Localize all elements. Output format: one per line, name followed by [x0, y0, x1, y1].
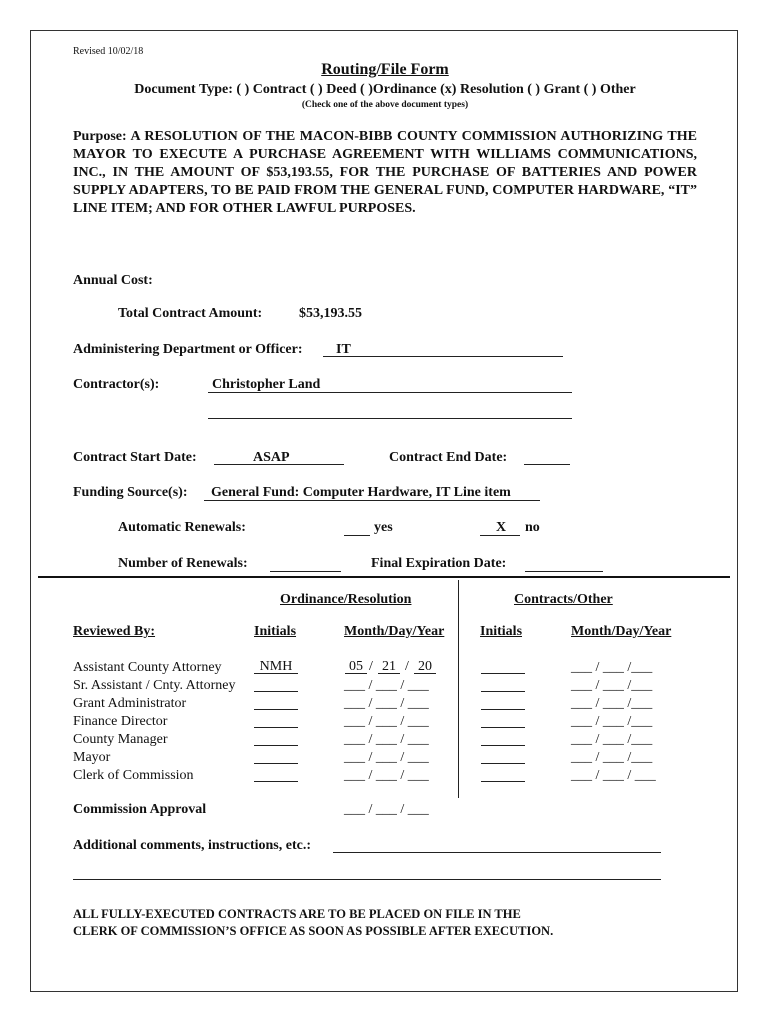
footer-line-2: CLERK OF COMMISSION’S OFFICE AS SOON AS POSSIBLE AFTER EXECUTION. — [73, 924, 554, 938]
commission-approval-label: Commission Approval — [73, 802, 207, 817]
total-contract-label: Total Contract Amount: — [118, 306, 263, 321]
reviewer-name: Mayor — [73, 750, 111, 765]
contracts-initials-field[interactable] — [481, 781, 525, 782]
reviewer-name: Sr. Assistant / Cnty. Attorney — [73, 678, 236, 693]
ordinance-initials-value: NMH — [259, 659, 293, 674]
no-mark: X — [496, 520, 507, 535]
ordinance-initials-field[interactable] — [254, 745, 298, 746]
administering-label: Administering Department or Officer: — [73, 342, 303, 357]
contracts-initials-field[interactable] — [481, 763, 525, 764]
form-title: Routing/File Form — [321, 61, 449, 78]
purpose-text: Purpose: A RESOLUTION OF THE MACON-BIBB COUNTY COMMISSION AUTHORIZING THE MAYOR TO EXECUTE A PURCHASE AGREEMENT WITH WILLIAMS COMMUNICATIONS, INC., IN THE AMOUNT OF $53,193.55, FOR THE PURCHASE OF BATTERIES AND POWER SUPPLY ADAPTERS, TO BE PAID FROM THE GENERAL FUND, COMPUTER HARDWARE, “IT” LINE ITEM; AND FOR OTHER LAWFUL PURPOSES. — [73, 129, 697, 216]
ordinance-initials-field[interactable] — [254, 691, 298, 692]
ordinance-initials-field[interactable] — [254, 781, 298, 782]
revised-date: Revised 10/02/18 — [73, 46, 144, 57]
contracts-group-header: Contracts/Other — [514, 592, 613, 607]
contracts-initials-field[interactable] — [481, 691, 525, 692]
contracts-date-header: Month/Day/Year — [571, 624, 672, 639]
ordinance-date-field[interactable]: ___ / ___ / ___ — [344, 732, 429, 747]
section-divider — [38, 576, 730, 578]
date-day: 21 — [382, 659, 396, 674]
automatic-renewals-label: Automatic Renewals: — [118, 520, 246, 535]
funding-value: General Fund: Computer Hardware, IT Line item — [211, 485, 511, 500]
final-expiration-label: Final Expiration Date: — [371, 556, 507, 571]
start-date-label: Contract Start Date: — [73, 450, 197, 465]
contracts-initials-header: Initials — [480, 624, 523, 639]
contracts-date-field[interactable]: ___ / ___ / ___ — [571, 768, 656, 783]
reviewer-name: Assistant County Attorney — [73, 660, 222, 675]
administering-value: IT — [336, 342, 351, 357]
footer-line-1: ALL FULLY-EXECUTED CONTRACTS ARE TO BE PLACED ON FILE IN THE — [73, 907, 521, 921]
reviewed-by-header: Reviewed By: — [73, 624, 156, 639]
ordinance-date-header: Month/Day/Year — [344, 624, 445, 639]
yes-line[interactable] — [344, 535, 370, 536]
yes-label: yes — [374, 520, 393, 535]
commission-approval-date[interactable]: ___ / ___ / ___ — [344, 802, 429, 817]
ordinance-initials-field[interactable] — [254, 727, 298, 728]
reviewer-name: County Manager — [73, 732, 168, 747]
contracts-date-field[interactable]: ___ / ___ /___ — [571, 732, 653, 747]
ordinance-initials-header: Initials — [254, 624, 297, 639]
reviewer-name: Finance Director — [73, 714, 168, 729]
ordinance-initials-field[interactable] — [254, 763, 298, 764]
reviewer-name: Grant Administrator — [73, 696, 187, 711]
no-label: no — [525, 520, 540, 535]
contractor-label: Contractor(s): — [73, 377, 160, 392]
comments-line-1[interactable] — [333, 852, 661, 853]
contracts-date-field[interactable]: ___ / ___ /___ — [571, 678, 653, 693]
number-renewals-line[interactable] — [270, 571, 341, 572]
contracts-initials-field[interactable] — [481, 673, 525, 674]
reviewer-name: Clerk of Commission — [73, 768, 194, 783]
end-date-line[interactable] — [524, 464, 570, 465]
ordinance-date-field[interactable]: ___ / ___ / ___ — [344, 696, 429, 711]
total-contract-value: $53,193.55 — [299, 306, 362, 321]
check-note: (Check one of the above document types) — [301, 100, 469, 110]
contracts-date-field[interactable]: ___ / ___ /___ — [571, 660, 653, 675]
ordinance-date-field[interactable]: ___ / ___ / ___ — [344, 678, 429, 693]
contracts-initials-field[interactable] — [481, 727, 525, 728]
contracts-initials-field[interactable] — [481, 709, 525, 710]
start-date-value: ASAP — [253, 450, 290, 465]
comments-line-2[interactable] — [73, 879, 661, 880]
number-renewals-label: Number of Renewals: — [118, 556, 248, 571]
contracts-initials-field[interactable] — [481, 745, 525, 746]
ordinance-date-field[interactable]: ___ / ___ / ___ — [344, 750, 429, 765]
contracts-date-field[interactable]: ___ / ___ /___ — [571, 696, 653, 711]
date-year: 20 — [418, 659, 432, 674]
column-divider — [458, 580, 459, 798]
ordinance-date-field[interactable]: ___ / ___ / ___ — [344, 768, 429, 783]
funding-label: Funding Source(s): — [73, 485, 188, 500]
contractor-value: Christopher Land — [212, 377, 321, 392]
final-expiration-line[interactable] — [525, 571, 603, 572]
date-month: 05 — [349, 659, 363, 674]
ordinance-date-field[interactable]: ___ / ___ / ___ — [344, 714, 429, 729]
annual-cost-label: Annual Cost: — [73, 273, 153, 288]
contracts-date-field[interactable]: ___ / ___ /___ — [571, 714, 653, 729]
ordinance-initials-field[interactable] — [254, 709, 298, 710]
comments-label: Additional comments, instructions, etc.: — [73, 838, 311, 853]
ordinance-group-header: Ordinance/Resolution — [280, 592, 412, 607]
document-type-line: Document Type: ( ) Contract ( ) Deed ( )Ordinance (x) Resolution ( ) Grant ( ) Other — [134, 82, 636, 97]
contracts-date-field[interactable]: ___ / ___ /___ — [571, 750, 653, 765]
administering-line[interactable] — [323, 356, 563, 357]
end-date-label: Contract End Date: — [389, 450, 508, 465]
contractor-line-2[interactable] — [208, 418, 572, 419]
